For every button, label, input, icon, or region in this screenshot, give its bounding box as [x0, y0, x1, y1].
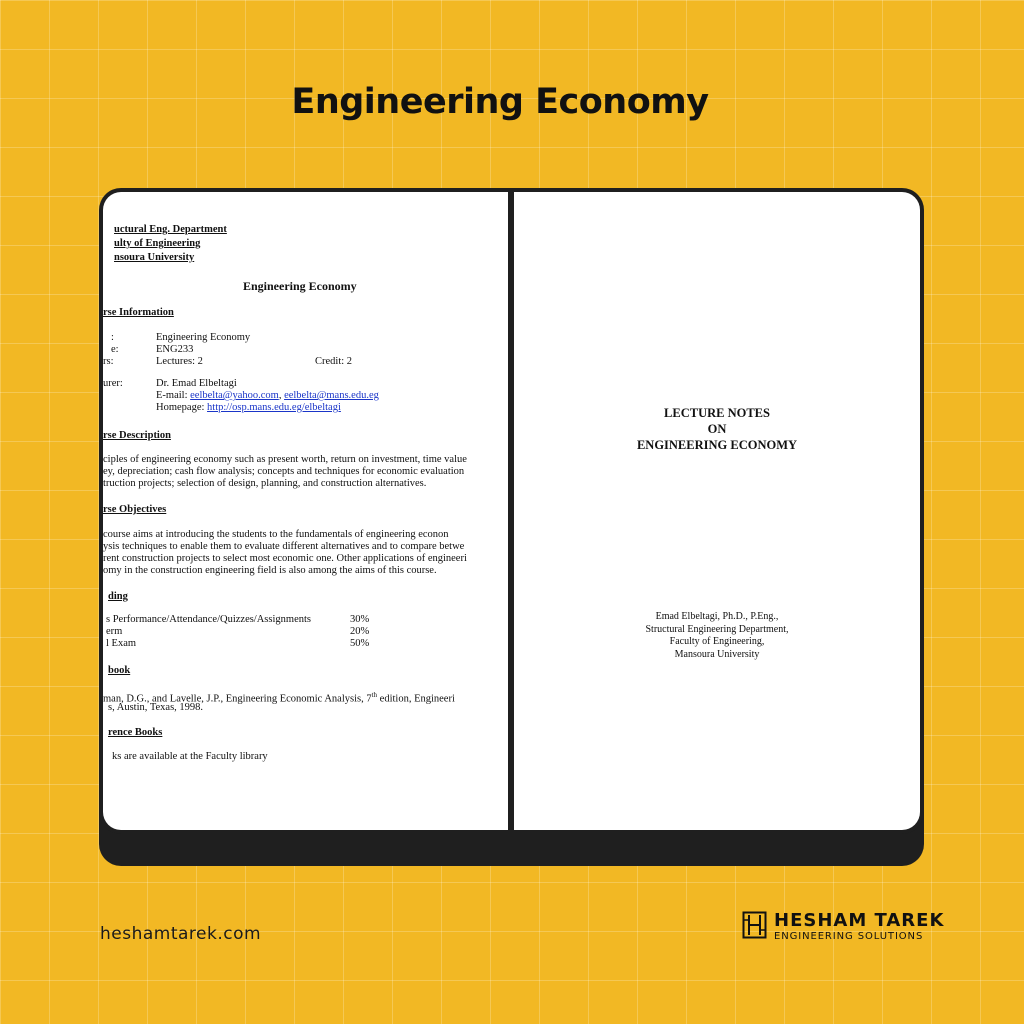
- description-line: ey, depreciation; cash flow analysis; concepts and techniques for economic evaluation: [103, 466, 465, 477]
- course-name: Engineering Economy: [156, 332, 251, 343]
- email-link-mans[interactable]: eelbelta@mans.edu.eg: [284, 390, 379, 401]
- email-line: [156, 390, 379, 402]
- homepage-line: [156, 402, 341, 414]
- grading-percent: 30%: [350, 614, 370, 625]
- page-headline: Engineering Economy: [291, 82, 709, 122]
- info-label: :: [111, 332, 114, 343]
- brand-name: HESHAM TAREK: [774, 910, 945, 931]
- lectures-count: Lectures: 2: [156, 356, 203, 367]
- textbook-line: s, Austin, Texas, 1998.: [108, 702, 204, 713]
- course-code: ENG233: [156, 344, 194, 355]
- reference-heading: rence Books: [108, 727, 163, 738]
- credit-count: Credit: 2: [315, 356, 353, 367]
- grading-percent: 50%: [350, 638, 370, 649]
- department-line: uctural Eng. Department: [114, 224, 227, 235]
- description-line: ciples of engineering economy such as present worth, return on investment, time value: [103, 454, 467, 465]
- brand-tagline: ENGINEERING SOLUTIONS: [774, 931, 924, 942]
- author-line: Emad Elbeltagi, Ph.D., P.Eng.,: [655, 611, 779, 622]
- email-link-yahoo[interactable]: eelbelta@yahoo.com: [190, 390, 279, 401]
- objectives-heading: rse Objectives: [103, 504, 167, 515]
- homepage-label: Homepage:: [156, 402, 208, 413]
- faculty-line: ulty of Engineering: [114, 238, 201, 249]
- info-label: urer:: [103, 378, 123, 389]
- grading-heading: ding: [108, 591, 128, 602]
- homepage-link[interactable]: http://osp.mans.edu.eg/elbeltagi: [207, 402, 341, 413]
- title-line: LECTURE NOTES: [664, 406, 770, 420]
- brand-mark-icon: [742, 911, 767, 939]
- title-line: ON: [707, 422, 727, 436]
- grading-item: s Performance/Attendance/Quizzes/Assignments: [106, 614, 311, 625]
- objectives-line: rent construction projects to select most economic one. Other applications of engineeri: [103, 553, 467, 564]
- author-block: [514, 611, 920, 661]
- description-line: truction projects; selection of design, planning, and construction alternatives.: [103, 478, 427, 489]
- author-line: Mansoura University: [674, 648, 760, 660]
- textbook-superscript: th: [371, 691, 378, 699]
- lecturer-name: Dr. Emad Elbeltagi: [156, 378, 237, 389]
- textbook-heading: book: [108, 665, 131, 676]
- textbook-citation-end: edition, Engineeri: [377, 693, 455, 705]
- grading-item: l Exam: [106, 638, 137, 649]
- open-book: [99, 188, 924, 834]
- email-separator: ,: [278, 390, 285, 401]
- objectives-line: course aims at introducing the students to the fundamentals of engineering econon: [103, 529, 449, 540]
- title-line: ENGINEERING ECONOMY: [636, 438, 798, 452]
- objectives-line: ysis techniques to enable them to evaluate different alternatives and to compare betwe: [103, 541, 465, 552]
- description-heading: rse Description: [103, 430, 171, 441]
- university-line: nsoura University: [114, 252, 195, 263]
- info-label: rs:: [103, 356, 114, 367]
- email-label: E-mail:: [156, 390, 191, 401]
- doc-title: Engineering Economy: [243, 279, 357, 293]
- objectives-line: omy in the construction engineering field is also among the aims of this course.: [103, 565, 437, 576]
- grading-item: erm: [106, 626, 123, 637]
- course-info-heading: rse Information: [103, 307, 174, 318]
- left-page: [103, 192, 508, 830]
- info-label: e:: [111, 344, 119, 355]
- textbook-citation: man, D.G., and Lavelle, J.P., Engineering Economic Analysis, 7: [103, 693, 372, 705]
- author-line: Faculty of Engineering,: [669, 636, 765, 647]
- right-page: [514, 192, 920, 830]
- grading-percent: 20%: [350, 626, 370, 637]
- lecture-notes-title: [514, 405, 920, 453]
- website-link[interactable]: heshamtarek.com: [100, 924, 262, 944]
- author-line: Structural Engineering Department,: [645, 623, 789, 635]
- reference-line: ks are available at the Faculty library: [112, 751, 268, 762]
